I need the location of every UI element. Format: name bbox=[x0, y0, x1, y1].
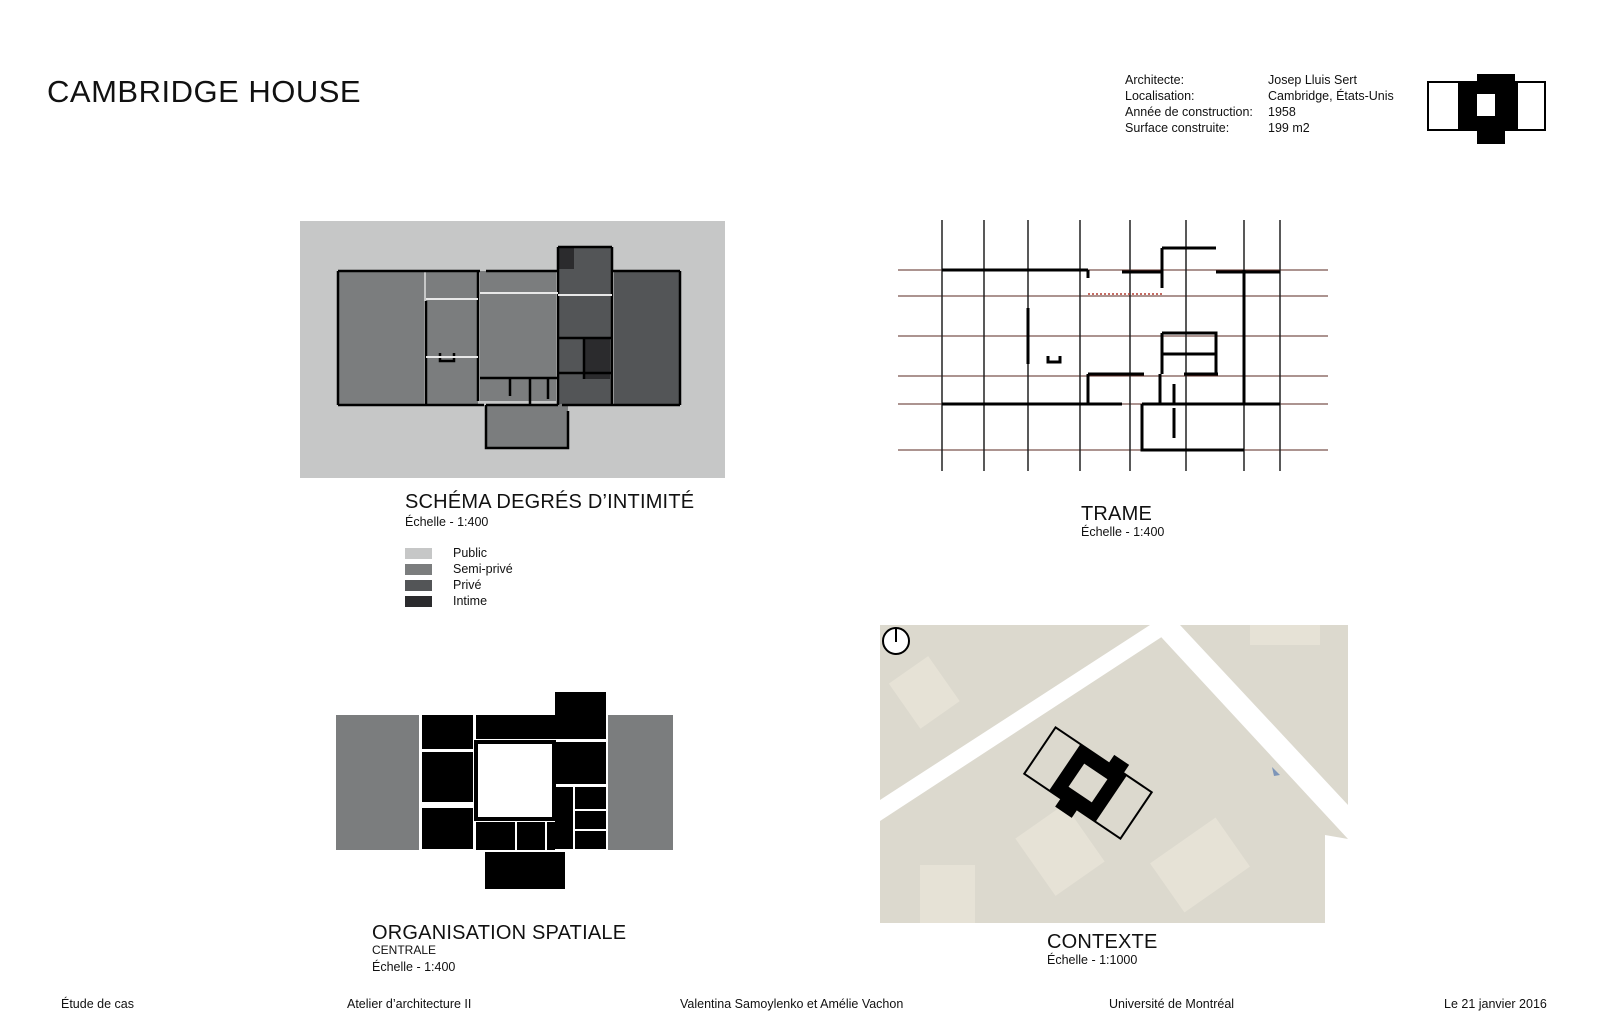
legend-swatch bbox=[405, 580, 432, 591]
legend-item bbox=[405, 593, 513, 609]
info-label: Année de construction: bbox=[1125, 105, 1253, 119]
project-info bbox=[1125, 72, 1394, 136]
context-map bbox=[880, 625, 1348, 923]
info-row bbox=[1125, 104, 1394, 120]
trame-title: TRAME bbox=[1081, 503, 1152, 525]
info-value: 199 m2 bbox=[1268, 121, 1310, 135]
schema-title: SCHÉMA DEGRÉS D’INTIMITÉ bbox=[405, 491, 695, 513]
info-label: Localisation: bbox=[1125, 89, 1195, 103]
spatial-organisation-diagram bbox=[336, 692, 674, 890]
trame-scale: Échelle - 1:400 bbox=[1081, 525, 1165, 539]
legend-item bbox=[405, 577, 513, 593]
info-value: Josep Lluis Sert bbox=[1268, 73, 1357, 87]
legend-label: Public bbox=[453, 546, 488, 560]
footer-studio: Atelier d’architecture II bbox=[347, 997, 472, 1011]
footer-course-type: Étude de cas bbox=[61, 997, 134, 1011]
footer-university: Université de Montréal bbox=[1109, 997, 1235, 1011]
intimacy-diagram bbox=[300, 221, 725, 478]
info-row bbox=[1125, 120, 1394, 136]
info-label: Surface construite: bbox=[1125, 121, 1230, 135]
footer-authors: Valentina Samoylenko et Amélie Vachon bbox=[680, 997, 904, 1011]
organisation-title: ORGANISATION SPATIALE bbox=[372, 922, 627, 944]
legend-item bbox=[405, 545, 513, 561]
legend-swatch bbox=[405, 548, 432, 559]
contexte-title: CONTEXTE bbox=[1047, 931, 1158, 953]
footer-date: Le 21 janvier 2016 bbox=[1444, 997, 1547, 1011]
legend-label: Privé bbox=[453, 578, 482, 592]
intimacy-legend bbox=[405, 545, 513, 609]
organisation-subtitle: CENTRALE bbox=[372, 943, 437, 957]
info-row bbox=[1125, 72, 1394, 88]
organisation-scale: Échelle - 1:400 bbox=[372, 960, 456, 974]
info-row bbox=[1125, 88, 1394, 104]
legend-swatch bbox=[405, 596, 432, 607]
legend-swatch bbox=[405, 564, 432, 575]
info-label: Architecte: bbox=[1125, 73, 1185, 87]
page-title: CAMBRIDGE HOUSE bbox=[47, 74, 362, 109]
info-value: Cambridge, États-Unis bbox=[1268, 89, 1394, 103]
north-arrow-icon bbox=[880, 625, 912, 657]
legend-item bbox=[405, 561, 513, 577]
plan-logo-icon bbox=[1427, 74, 1550, 146]
schema-scale: Échelle - 1:400 bbox=[405, 515, 489, 529]
info-value: 1958 bbox=[1268, 105, 1296, 119]
legend-label: Intime bbox=[453, 594, 488, 608]
grid-diagram bbox=[898, 218, 1328, 473]
contexte-scale: Échelle - 1:1000 bbox=[1047, 953, 1138, 967]
legend-label: Semi-privé bbox=[453, 562, 513, 576]
